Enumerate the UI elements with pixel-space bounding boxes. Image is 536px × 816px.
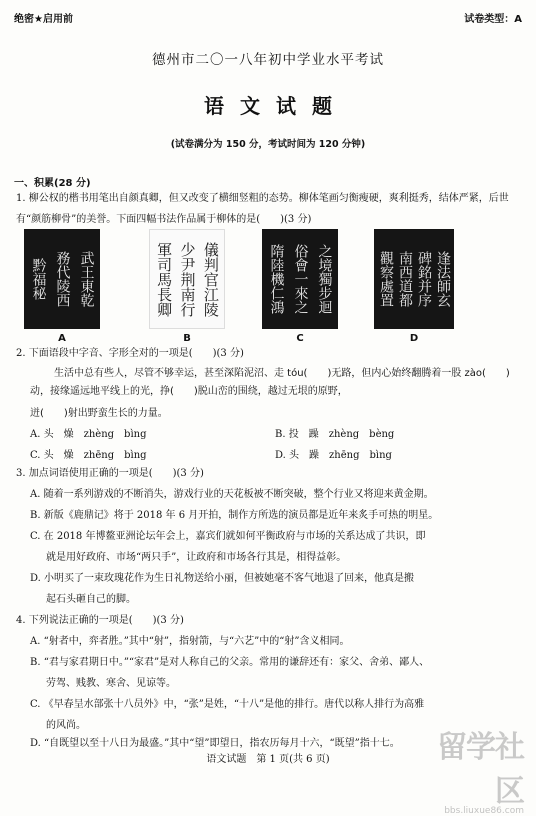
option-c[interactable]: C. 头 燥 zhēng bìng <box>30 450 147 461</box>
question-3-option-b[interactable]: B. 新版《鹿鼎记》将于 2018 年 6 月开拍，制作方所选的演员都是近年来炙手可热的明星。 <box>30 510 439 521</box>
question-3-stem: 3. 加点词语使用正确的一项是( )(3 分) <box>16 468 204 479</box>
question-1-text: 1. 柳公权的楷书用笔出自颜真卿，但又改变了横细竖粗的态势。柳体笔画匀衡瘦硬，爽利挺秀，结体严紧，后世有“颜筋柳骨”的美誉。下面四幅书法作品属于柳体的是( )(3 分) <box>16 193 509 225</box>
calligraphy-column <box>178 231 197 327</box>
calligraphy-text: 之境獨步迴 <box>316 244 333 314</box>
question-4-option-d[interactable]: D. “自既望以至十八日为最盛。”其中“望”即望日，指农历每月十六，“既望”指十七。 <box>30 738 400 749</box>
option-label-d: D <box>409 333 419 344</box>
option-label-a: A <box>58 333 66 344</box>
section-title: 一、积累(28 分) <box>14 178 91 189</box>
calligraphy-image-a[interactable] <box>24 229 100 329</box>
calligraphy-column <box>269 231 284 327</box>
option-b[interactable]: B. 投 躁 zhèng bèng <box>275 429 395 440</box>
paper-type-label: 试卷类型：A <box>464 14 522 25</box>
option-label-c: C <box>296 333 304 344</box>
calligraphy-column <box>397 231 412 327</box>
calligraphy-column <box>378 231 393 327</box>
calligraphy-text: 碑銘并序 <box>416 251 432 307</box>
question-3-option-d[interactable]: D. 小明买了一束玫瑰花作为生日礼物送给小丽，但被她毫不客气地退了回来，他真是搬 <box>30 573 415 584</box>
question-3-option-c[interactable]: C. 在 2018 年博鳌亚洲论坛年会上，嘉宾们就如何平衡政府与市场的关系达成了共识，即 <box>30 531 426 542</box>
question-4-option-b[interactable]: B. “君与家君期日中。”“家君”是对人称自己的父亲。常用的谦辞还有：家父、舍弟、鄙人、 <box>30 657 430 668</box>
question-3-option-a[interactable]: A. 随着一系列游戏的不断消失，游戏行业的天花板被不断突破，整个行业又将迎来黄金期。 <box>30 489 434 500</box>
calligraphy-text: 務代陵西 <box>54 251 71 307</box>
calligraphy-text: 逢法師玄 <box>435 251 451 307</box>
calligraphy-image-b[interactable] <box>149 229 225 329</box>
calligraphy-text: 武王東乾 <box>78 251 95 307</box>
question-2-options <box>30 424 520 466</box>
exam-title: 语文试题 <box>204 94 348 118</box>
question-4-option-a[interactable]: A. “射者中，弈者胜。”其中“射”，指射箭，与“六艺”中的“射”含义相同。 <box>30 636 350 647</box>
option-a[interactable]: A. 头 燥 zhèng bìng <box>30 429 147 440</box>
question-4-option-c-cont: 的风尚。 <box>46 720 86 731</box>
calligraphy-text: 軍司馬長卿 <box>155 241 174 317</box>
exam-note: (试卷满分为 150 分，考试时间为 120 分钟) <box>170 139 366 150</box>
question-4-stem: 4. 下列说法正确的一项是( )(3 分) <box>16 615 184 626</box>
calligraphy-text: 南西道都 <box>397 251 413 307</box>
calligraphy-column <box>31 231 46 327</box>
option-d[interactable]: D. 头 躁 zhēng bìng <box>275 450 392 461</box>
calligraphy-text: 俗會一來之 <box>292 244 309 314</box>
question-3-option-d-cont: 起石头砸自己的脚。 <box>46 594 136 605</box>
question-2-stem: 2. 下面语段中字音、字形全对的一项是( )(3 分) <box>16 348 244 359</box>
calligraphy-text: 隋陸機仁鴻 <box>268 244 285 314</box>
exam-subtitle: 德州市二〇一八年初中学业水平考试 <box>152 52 384 68</box>
calligraphy-options <box>24 229 524 344</box>
question-2-passage: 生活中总有些人，尽管不够幸运，甚至深陷泥沼、走 tóu( )无路，但内心始终翻腾着一股 zào( )动，接缘遥远地平线上的光，挣( )脱山峦的围绕，越过无垠的原野， <box>30 368 510 397</box>
watermark-logo: 留学社区 <box>437 730 524 809</box>
option-label-b: B <box>183 333 191 344</box>
confidential-label: 绝密★启用前 <box>14 14 73 25</box>
question-3-option-c-cont: 就是用好政府、市场“两只手”，让政府和市场各行其是，相得益彰。 <box>46 552 347 563</box>
calligraphy-column <box>416 231 431 327</box>
question-2-passage-end: 迸( )射出野蛮生长的力量。 <box>30 408 168 419</box>
calligraphy-text: 觀察處置 <box>378 251 394 307</box>
watermark-url: bbs.liuxue86.com <box>444 806 524 816</box>
calligraphy-column <box>293 231 308 327</box>
calligraphy-image-c[interactable] <box>262 229 338 329</box>
calligraphy-column <box>79 231 94 327</box>
calligraphy-text: 儀判官江陵 <box>201 241 220 317</box>
calligraphy-text: 少尹荆南行 <box>178 241 197 317</box>
question-4-option-b-cont: 劳驾、贱教、寒舍、见谅等。 <box>46 678 176 689</box>
calligraphy-column <box>155 231 174 327</box>
calligraphy-image-d[interactable] <box>374 229 454 329</box>
calligraphy-column <box>55 231 70 327</box>
question-4-option-c[interactable]: C. 《早春呈水部张十八员外》中，“张”是姓，“十八”是他的排行。唐代以称人排行为高雅 <box>30 699 425 710</box>
calligraphy-text: 黔福秘 <box>30 258 47 300</box>
site-watermark <box>414 722 524 816</box>
calligraphy-column <box>203 231 218 327</box>
calligraphy-column <box>435 231 450 327</box>
calligraphy-column <box>317 231 332 327</box>
page-footer: 语文试题 第 1 页(共 6 页) <box>206 754 330 765</box>
